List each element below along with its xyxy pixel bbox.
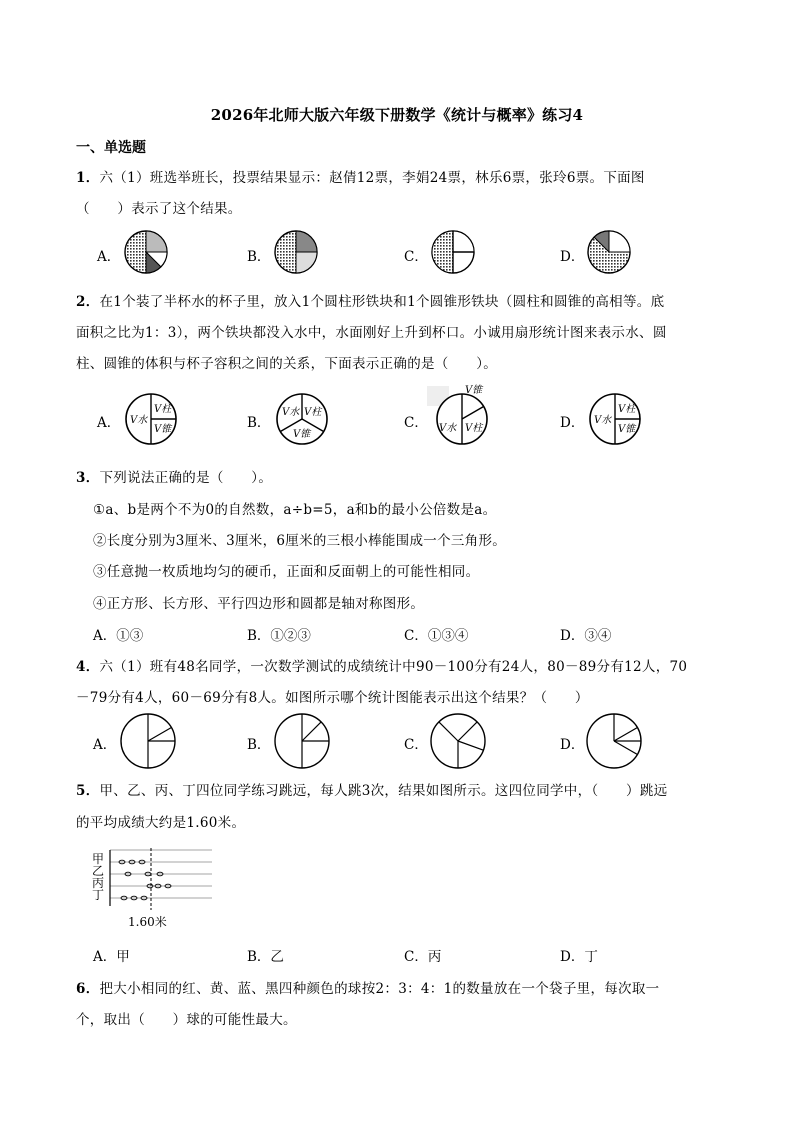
- q3-statement-2: ②长度分别为3厘米、3厘米，6厘米的三根小棒能围成一个三角形。: [93, 533, 507, 549]
- q5-name-ding: 丁: [92, 888, 105, 902]
- q5-line-1: [76, 779, 667, 799]
- q1-line-1: [76, 166, 645, 186]
- q2d-label-cylinder: V柱: [618, 404, 636, 415]
- q4-number: 4．: [76, 659, 100, 675]
- q3-line-1: [76, 466, 272, 486]
- q2c-label-cylinder: V柱: [465, 423, 483, 434]
- q2a-label-cylinder: V柱: [154, 404, 172, 415]
- q2-line-2: 面积之比为1：3），两个铁块都没入水中，水面刚好上升到杯口。小诚用扇形统计图来表示水、圆: [76, 325, 667, 341]
- q1-pie-c: [431, 230, 475, 274]
- q4-line-1: [76, 655, 687, 675]
- q4-option-b[interactable]: B．: [247, 737, 271, 753]
- q5-jump-chart: [88, 846, 218, 932]
- q2d-label-water: V水: [594, 415, 612, 426]
- q3-number: 3．: [76, 470, 100, 486]
- q4-line-2: －79分有4人，60－69分有8人。如图所示哪个统计图能表示出这个结果？（ ）: [76, 690, 589, 706]
- q3-statement-3: ③任意抛一枚质地均匀的硬币，正面和反面朝上的可能性相同。: [93, 564, 480, 580]
- q2d-label-cone: V锥: [618, 424, 636, 435]
- q4-pie-d: [585, 712, 643, 770]
- q4-option-d[interactable]: D．: [560, 737, 585, 753]
- q1-option-b[interactable]: B．: [247, 249, 271, 265]
- q2-line-1: [76, 290, 664, 310]
- q2-number: 2．: [76, 294, 100, 310]
- q6-number: 6．: [76, 981, 100, 997]
- q5-option-b[interactable]: B．乙: [247, 949, 284, 965]
- q5-text-1: 甲、乙、丙、丁四位同学练习跳远，每人跳3次，结果如图所示。这四位同学中，（ ）跳远: [99, 783, 668, 799]
- q3-option-a[interactable]: A．①③: [93, 628, 144, 644]
- q2-text-1: 在1个装了半杯水的杯子里，放入1个圆柱形铁块和1个圆锥形铁块（圆柱和圆锥的高相等。底: [99, 294, 665, 310]
- q2b-label-cone: V锥: [293, 429, 311, 440]
- q2-line-3: 柱、圆锥的体积与杯子容积之间的关系，下面表示正确的是（ ）。: [76, 356, 498, 372]
- q4-option-c[interactable]: C．: [404, 737, 428, 753]
- q6-line-1: [76, 977, 659, 997]
- q5-name-jia: 甲: [92, 852, 105, 866]
- q3-statement-4: ④正方形、长方形、平行四边形和圆都是轴对称图形。: [93, 596, 425, 612]
- q2a-label-water: V水: [130, 415, 148, 426]
- q1-pie-b: [274, 230, 318, 274]
- q2-option-a[interactable]: A．: [97, 415, 121, 431]
- q3-option-c[interactable]: C．①③④: [404, 628, 469, 644]
- q5-option-c[interactable]: C．丙: [404, 949, 442, 965]
- q1-text-1: 六（1）班选举班长，投票结果显示：赵倩12票，李娟24票，林乐6票，张玲6票。下面图: [99, 170, 645, 186]
- section-heading: 一、单选题: [76, 140, 146, 156]
- q1-option-c[interactable]: C．: [404, 249, 428, 265]
- q2-option-b[interactable]: B．: [247, 415, 271, 431]
- q2c-label-water: V水: [439, 423, 457, 434]
- q1-pie-a: [124, 230, 168, 274]
- q3-statement-1: ①a、b是两个不为0的自然数，a÷b=5，a和b的最小公倍数是a。: [93, 502, 497, 518]
- q5-option-d[interactable]: D．丁: [560, 949, 598, 965]
- q1-line-2: （ ）表示了这个结果。: [76, 201, 242, 217]
- q2-pie-a: [124, 392, 178, 446]
- q4-option-a[interactable]: A．: [93, 737, 117, 753]
- q2b-label-cylinder: V柱: [304, 407, 322, 418]
- q6-text-1: 把大小相同的红、黄、蓝、黑四种颜色的球按2：3：4：1的数量放在一个袋子里，每次取一: [99, 981, 660, 997]
- page-title: 2026年北师大版六年级下册数学《统计与概率》练习4: [210, 106, 584, 124]
- q2-pie-c: [426, 384, 492, 446]
- q3-option-b[interactable]: B．①②③: [247, 628, 311, 644]
- q5-name-yi: 乙: [92, 864, 105, 878]
- q4-pie-c: [429, 712, 487, 770]
- q2-option-c[interactable]: C．: [404, 415, 428, 431]
- q1-option-d[interactable]: D．: [560, 249, 585, 265]
- q2-pie-b: [275, 392, 329, 446]
- q5-number: 5．: [76, 783, 100, 799]
- q3-option-d[interactable]: D．③④: [560, 628, 612, 644]
- q5-mark-label: 1.60米: [128, 915, 167, 929]
- q5-name-bing: 丙: [92, 876, 105, 890]
- q3-stem: 下列说法正确的是（ ）。: [99, 470, 273, 486]
- q4-pie-b: [273, 712, 331, 770]
- q1-pie-d: [587, 230, 631, 274]
- q6-line-2: 个，取出（ ）球的可能性最大。: [76, 1012, 297, 1028]
- q2-option-d[interactable]: D．: [560, 415, 585, 431]
- q2b-label-water: V水: [282, 407, 300, 418]
- q1-number: 1．: [76, 170, 100, 186]
- q2-pie-d: [588, 392, 642, 446]
- q5-line-2: 的平均成绩大约是1.60米。: [76, 815, 246, 831]
- q2a-label-cone: V锥: [154, 424, 172, 435]
- q2c-label-cone: V锥: [465, 385, 483, 396]
- q1-option-a[interactable]: A．: [97, 249, 121, 265]
- q4-text-1: 六（1）班有48名同学，一次数学测试的成绩统计中90－100分有24人，80－89分有12人，70: [99, 659, 688, 675]
- q4-pie-a: [119, 712, 177, 770]
- q5-option-a[interactable]: A．甲: [93, 949, 130, 965]
